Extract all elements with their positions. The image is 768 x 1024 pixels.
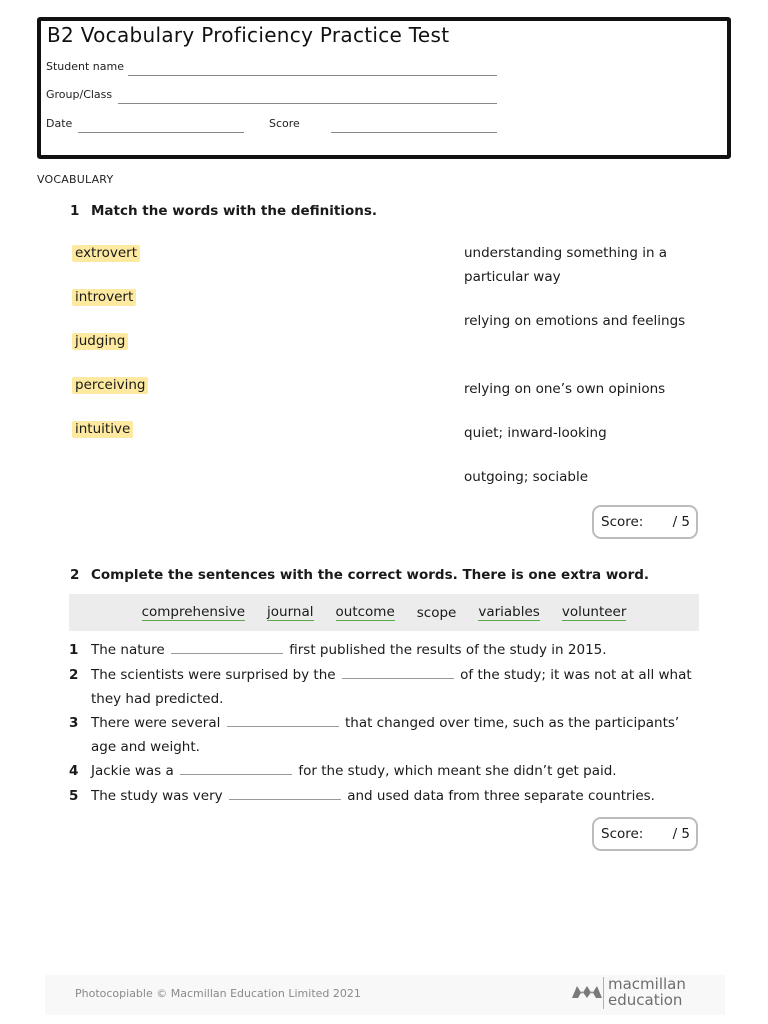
sentence bbox=[91, 759, 701, 783]
definition-item[interactable]: understanding something in a particular way bbox=[464, 245, 668, 285]
definition-item[interactable]: outgoing; sociable bbox=[464, 469, 589, 485]
macmillan-logo bbox=[572, 975, 702, 1011]
sentence-text: There were several bbox=[91, 715, 221, 731]
sentence-text: Jackie was a bbox=[91, 763, 174, 779]
q1-number: 1 bbox=[70, 203, 80, 219]
date-field[interactable] bbox=[78, 132, 244, 133]
word-bank-item: outcome bbox=[335, 604, 395, 620]
answer-blank[interactable] bbox=[342, 667, 454, 679]
date-label: Date bbox=[46, 117, 73, 130]
sentence-number: 1 bbox=[69, 642, 79, 658]
definition-item[interactable]: relying on emotions and feelings bbox=[464, 313, 686, 329]
sentence-text: The study was very bbox=[91, 788, 223, 804]
sentence-number: 3 bbox=[69, 715, 79, 731]
word-bank-item: volunteer bbox=[561, 604, 627, 620]
sentence-text: that changed over time, such as the participants’ age and weight. bbox=[91, 715, 680, 755]
sentence bbox=[91, 638, 701, 662]
word-item[interactable]: perceiving bbox=[72, 377, 148, 394]
answer-blank[interactable] bbox=[180, 763, 292, 775]
word-bank bbox=[69, 594, 699, 631]
macmillan-logo-icon bbox=[572, 980, 602, 1002]
q2-number: 2 bbox=[70, 567, 80, 583]
answer-blank[interactable] bbox=[171, 642, 283, 654]
sentence-text: first published the results of the study in 2015. bbox=[289, 642, 607, 658]
sentence-text: of the study; it was not at all what they had predicted. bbox=[91, 667, 692, 707]
q2-score-box[interactable] bbox=[592, 817, 698, 851]
header-box bbox=[37, 17, 731, 159]
sentence-number: 5 bbox=[69, 788, 79, 804]
q1-instruction: Match the words with the definitions. bbox=[91, 203, 378, 219]
definition-item[interactable]: quiet; inward-looking bbox=[464, 425, 607, 441]
logo-divider bbox=[603, 977, 604, 1009]
group-class-label: Group/Class bbox=[46, 88, 113, 101]
word-item[interactable]: extrovert bbox=[72, 245, 140, 262]
q1-score-box[interactable] bbox=[592, 505, 698, 539]
word-bank-item: variables bbox=[478, 604, 540, 620]
word-item[interactable]: judging bbox=[72, 333, 128, 350]
section-label: VOCABULARY bbox=[37, 173, 114, 186]
word-bank-item: comprehensive bbox=[141, 604, 246, 620]
answer-blank[interactable] bbox=[227, 715, 339, 727]
word-bank-item: scope bbox=[416, 604, 457, 621]
score-box-label: Score: bbox=[601, 514, 644, 530]
copyright-text: Photocopiable © Macmillan Education Limited 2021 bbox=[75, 987, 361, 1000]
word-item[interactable]: intuitive bbox=[72, 421, 133, 438]
logo-text: education bbox=[608, 991, 683, 1009]
sentence-text: for the study, which meant she didn’t get paid. bbox=[298, 763, 617, 779]
student-name-label: Student name bbox=[46, 60, 124, 73]
q2-instruction: Complete the sentences with the correct words. There is one extra word. bbox=[91, 567, 650, 583]
score-box-label: Score: bbox=[601, 826, 644, 842]
answer-blank[interactable] bbox=[229, 788, 341, 800]
score-box-total: / 5 bbox=[672, 826, 690, 842]
logo-text: macmillan bbox=[608, 975, 686, 993]
score-label: Score bbox=[269, 117, 300, 130]
word-bank-item: journal bbox=[267, 604, 314, 620]
sentence-number: 4 bbox=[69, 763, 79, 779]
sentence bbox=[91, 663, 701, 711]
student-name-field[interactable] bbox=[128, 75, 497, 76]
score-box-total: / 5 bbox=[672, 514, 690, 530]
sentence-number: 2 bbox=[69, 667, 79, 683]
sentence-text: and used data from three separate countries. bbox=[347, 788, 655, 804]
page-title: B2 Vocabulary Proficiency Practice Test bbox=[47, 23, 450, 47]
sentence bbox=[91, 784, 701, 808]
sentence bbox=[91, 711, 701, 759]
sentence-text: The scientists were surprised by the bbox=[91, 667, 336, 683]
sentence-text: The nature bbox=[91, 642, 165, 658]
group-class-field[interactable] bbox=[118, 103, 497, 104]
definition-item[interactable]: relying on one’s own opinions bbox=[464, 381, 666, 397]
score-field[interactable] bbox=[331, 132, 497, 133]
word-item[interactable]: introvert bbox=[72, 289, 136, 306]
